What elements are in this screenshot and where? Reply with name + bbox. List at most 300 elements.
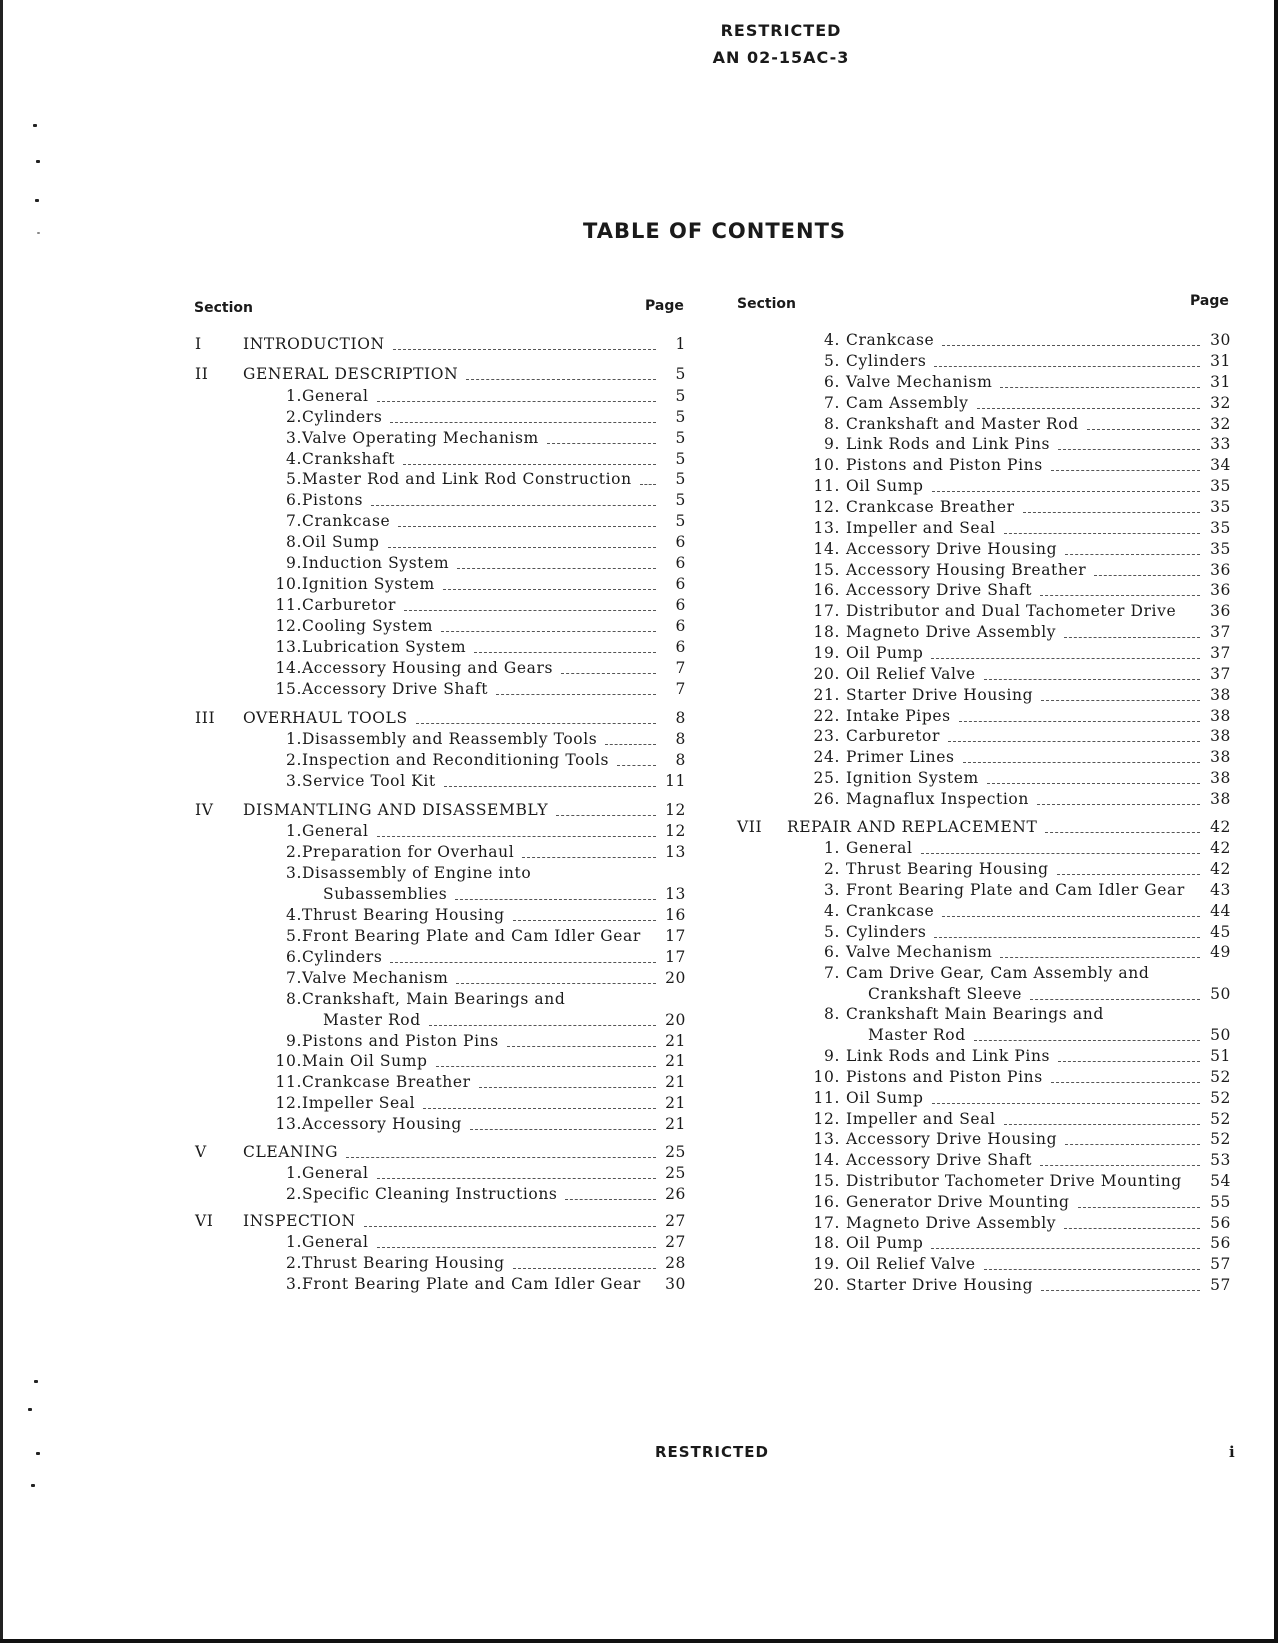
toc-entry[interactable] xyxy=(737,984,1231,1005)
toc-section-entry[interactable] xyxy=(195,1211,686,1232)
toc-entry[interactable] xyxy=(195,1274,686,1295)
page-number: 52 xyxy=(1210,1130,1231,1148)
dot-leader xyxy=(934,937,1200,938)
toc-entry[interactable] xyxy=(195,449,686,470)
dot-leader xyxy=(346,1157,656,1158)
entry-title: Front Bearing Plate and Cam Idler Gear xyxy=(302,1275,641,1293)
toc-section-entry[interactable] xyxy=(195,364,686,385)
left-section-label: Section xyxy=(194,300,253,316)
toc-entry[interactable] xyxy=(737,560,1231,581)
toc-entry[interactable] xyxy=(195,532,686,553)
page-number: 8 xyxy=(675,730,686,748)
entry-number: 4. xyxy=(286,450,302,468)
toc-entry[interactable] xyxy=(195,428,686,449)
page-number: 53 xyxy=(1210,1151,1231,1169)
entry-title: Starter Drive Housing xyxy=(846,686,1034,704)
toc-entry[interactable] xyxy=(737,1004,1231,1025)
entry-number: 2. xyxy=(286,1185,302,1203)
page-number: 20 xyxy=(665,1011,686,1029)
dot-leader xyxy=(959,721,1200,722)
dot-leader xyxy=(457,568,656,569)
entry-title: Front Bearing Plate and Cam Idler Gear xyxy=(302,927,641,945)
page-number: 5 xyxy=(675,470,686,488)
page-number: 16 xyxy=(665,906,686,924)
toc-entry[interactable] xyxy=(737,476,1231,497)
page-number: 5 xyxy=(675,512,686,530)
page-number: 12 xyxy=(665,822,686,840)
toc-entry[interactable] xyxy=(195,386,686,407)
entry-number: 3. xyxy=(824,881,840,899)
entry-title: Disassembly and Reassembly Tools xyxy=(302,730,598,748)
page-number: 5 xyxy=(675,429,686,447)
entry-title: Cylinders xyxy=(846,923,927,941)
footer-classification: RESTRICTED xyxy=(655,1443,769,1461)
toc-entry[interactable] xyxy=(195,574,686,595)
page-number: 56 xyxy=(1210,1234,1231,1252)
toc-entry[interactable] xyxy=(737,1192,1231,1213)
dot-leader xyxy=(934,366,1200,367)
dot-leader xyxy=(942,345,1200,346)
toc-entry[interactable] xyxy=(195,1253,686,1274)
entry-title: Valve Operating Mechanism xyxy=(302,429,539,447)
entry-title: Crankcase xyxy=(302,512,391,530)
entry-title: Oil Sump xyxy=(302,533,380,551)
entry-title: Cam Drive Gear, Cam Assembly and xyxy=(846,964,1150,982)
entry-title: General xyxy=(302,1164,369,1182)
page-number: 42 xyxy=(1210,818,1231,836)
margin-mark xyxy=(35,199,39,202)
toc-entry[interactable] xyxy=(195,490,686,511)
toc-entry[interactable] xyxy=(737,942,1231,963)
margin-mark xyxy=(31,1484,35,1487)
dot-leader xyxy=(377,1247,656,1248)
entry-number: 19. xyxy=(813,644,840,662)
page-border-right xyxy=(1274,0,1278,1643)
entry-title: GENERAL DESCRIPTION xyxy=(243,365,459,383)
entry-title: Accessory Housing and Gears xyxy=(302,659,554,677)
entry-title: Cooling System xyxy=(302,617,434,635)
page-number: 25 xyxy=(665,1164,686,1182)
toc-entry[interactable] xyxy=(737,1046,1231,1067)
page-number: 37 xyxy=(1210,623,1231,641)
dot-leader xyxy=(390,422,656,423)
page-number: 21 xyxy=(665,1073,686,1091)
toc-entry[interactable] xyxy=(737,1025,1231,1046)
toc-section-entry[interactable] xyxy=(737,817,1231,838)
page-number: 17 xyxy=(665,948,686,966)
page-number: 54 xyxy=(1210,1172,1231,1190)
toc-entry[interactable] xyxy=(737,372,1231,393)
dot-leader xyxy=(974,1040,1200,1041)
dot-leader xyxy=(393,349,656,350)
toc-section-entry[interactable] xyxy=(195,800,686,821)
toc-entry[interactable] xyxy=(195,1114,686,1135)
toc-entry[interactable] xyxy=(195,1031,686,1052)
toc-entry[interactable] xyxy=(195,884,686,905)
page-number: 5 xyxy=(675,491,686,509)
entry-title: Distributor and Dual Tachometer Drive xyxy=(846,602,1177,620)
entry-title: Carburetor xyxy=(846,727,940,745)
dot-leader xyxy=(942,916,1200,917)
dot-leader xyxy=(470,1129,656,1130)
toc-entry[interactable] xyxy=(737,768,1231,789)
dot-leader xyxy=(416,723,656,724)
dot-leader xyxy=(1058,1061,1200,1062)
toc-entry[interactable] xyxy=(737,1129,1231,1150)
entry-number: 22. xyxy=(813,707,840,725)
entry-title: Carburetor xyxy=(302,596,396,614)
toc-entry[interactable] xyxy=(195,1051,686,1072)
entry-title: OVERHAUL TOOLS xyxy=(243,709,408,727)
entry-number: 3. xyxy=(286,1275,302,1293)
entry-title: Primer Lines xyxy=(846,748,955,766)
toc-entry[interactable] xyxy=(737,1171,1231,1192)
entry-title: Crankcase Breather xyxy=(846,498,1015,516)
entry-number: 1. xyxy=(824,839,840,857)
toc-entry[interactable] xyxy=(195,1072,686,1093)
entry-number: 14. xyxy=(813,1151,840,1169)
page-number: 12 xyxy=(665,801,686,819)
entry-number: 13. xyxy=(813,519,840,537)
toc-entry[interactable] xyxy=(195,842,686,863)
toc-entry[interactable] xyxy=(737,963,1231,984)
dot-leader xyxy=(456,983,656,984)
toc-entry[interactable] xyxy=(737,518,1231,539)
page-border-left xyxy=(0,0,3,1643)
page-number: 5 xyxy=(675,365,686,383)
toc-entry[interactable] xyxy=(195,553,686,574)
dot-leader xyxy=(984,1269,1200,1270)
entry-number: 12. xyxy=(813,498,840,516)
entry-number: 5. xyxy=(286,927,302,945)
toc-entry[interactable] xyxy=(195,469,686,490)
entry-number: 10. xyxy=(275,575,302,593)
toc-entry[interactable] xyxy=(195,616,686,637)
toc-entry[interactable] xyxy=(195,1010,686,1031)
entry-title: Valve Mechanism xyxy=(302,969,449,987)
dot-leader xyxy=(404,610,656,611)
toc-entry[interactable] xyxy=(737,859,1231,880)
entry-title: Disassembly of Engine into xyxy=(302,864,532,882)
toc-entry[interactable] xyxy=(737,664,1231,685)
toc-entry[interactable] xyxy=(195,989,686,1010)
dot-leader xyxy=(1000,387,1200,388)
entry-title: Subassemblies xyxy=(323,885,448,903)
entry-title: Accessory Housing xyxy=(302,1115,462,1133)
entry-title: Link Rods and Link Pins xyxy=(846,1047,1051,1065)
entry-number: 5. xyxy=(286,470,302,488)
entry-title: Crankshaft Main Bearings and xyxy=(846,1005,1104,1023)
entry-number: 2. xyxy=(286,751,302,769)
entry-number: 7. xyxy=(286,512,302,530)
dot-leader xyxy=(441,631,656,632)
toc-entry[interactable] xyxy=(195,1093,686,1114)
page-number: 27 xyxy=(665,1233,686,1251)
page-number: 42 xyxy=(1210,839,1231,857)
toc-entry[interactable] xyxy=(737,1109,1231,1130)
page-number: 13 xyxy=(665,843,686,861)
entry-number: 5. xyxy=(824,923,840,941)
entry-title: Intake Pipes xyxy=(846,707,951,725)
entry-title: Valve Mechanism xyxy=(846,943,993,961)
toc-entry[interactable] xyxy=(737,643,1231,664)
toc-entry[interactable] xyxy=(737,726,1231,747)
page-number: 20 xyxy=(665,969,686,987)
page-number: 37 xyxy=(1210,665,1231,683)
toc-entry[interactable] xyxy=(195,595,686,616)
toc-entry[interactable] xyxy=(195,947,686,968)
entry-title: Ignition System xyxy=(302,575,435,593)
toc-entry[interactable] xyxy=(195,637,686,658)
entry-title: Accessory Housing Breather xyxy=(846,561,1087,579)
entry-number: 6. xyxy=(824,373,840,391)
entry-title: Oil Sump xyxy=(846,477,924,495)
page-number: 21 xyxy=(665,1115,686,1133)
entry-title: Accessory Drive Shaft xyxy=(846,581,1033,599)
entry-number: 16. xyxy=(813,581,840,599)
toc-entry[interactable] xyxy=(195,905,686,926)
entry-number: 11. xyxy=(275,1073,302,1091)
toc-section-entry[interactable] xyxy=(195,334,686,355)
page-number: 6 xyxy=(675,554,686,572)
entry-number: 20. xyxy=(813,1276,840,1294)
page-number: 49 xyxy=(1210,943,1231,961)
entry-title: Valve Mechanism xyxy=(846,373,993,391)
entry-number: 15. xyxy=(813,1172,840,1190)
page-number: 35 xyxy=(1210,498,1231,516)
dot-leader xyxy=(561,673,656,674)
page-number: 31 xyxy=(1210,373,1231,391)
dot-leader xyxy=(507,1046,656,1047)
entry-title: Cam Assembly xyxy=(846,394,969,412)
page-number: 56 xyxy=(1210,1214,1231,1232)
toc-entry[interactable] xyxy=(195,407,686,428)
toc-entry[interactable] xyxy=(737,1150,1231,1171)
toc-entry[interactable] xyxy=(195,658,686,679)
entry-title: Oil Pump xyxy=(846,644,924,662)
dot-leader xyxy=(377,401,656,402)
entry-title: Accessory Drive Housing xyxy=(846,1130,1058,1148)
toc-entry[interactable] xyxy=(737,685,1231,706)
entry-number: 1. xyxy=(286,1233,302,1251)
page-number: 32 xyxy=(1210,394,1231,412)
toc-entry[interactable] xyxy=(737,414,1231,435)
page-number: 28 xyxy=(665,1254,686,1272)
page-number: 43 xyxy=(1210,881,1231,899)
toc-entry[interactable] xyxy=(737,1275,1231,1296)
dot-leader xyxy=(1065,554,1200,555)
entry-number: 13. xyxy=(275,638,302,656)
toc-entry[interactable] xyxy=(737,539,1231,560)
toc-entry[interactable] xyxy=(195,1163,686,1184)
entry-number: 14. xyxy=(275,659,302,677)
entry-number: 7. xyxy=(824,394,840,412)
page-number: 1 xyxy=(675,335,686,353)
entry-title: Crankshaft Sleeve xyxy=(868,985,1023,1003)
dot-leader xyxy=(429,1025,656,1026)
entry-number: 7. xyxy=(824,964,840,982)
toc-entry[interactable] xyxy=(737,706,1231,727)
toc-entry[interactable] xyxy=(737,838,1231,859)
entry-number: 15. xyxy=(275,680,302,698)
entry-title: Starter Drive Housing xyxy=(846,1276,1034,1294)
page-number: 35 xyxy=(1210,519,1231,537)
entry-number: 13. xyxy=(813,1130,840,1148)
toc-entry[interactable] xyxy=(737,393,1231,414)
entry-number: 11. xyxy=(813,477,840,495)
page-number: 45 xyxy=(1210,923,1231,941)
page-number: 33 xyxy=(1210,435,1231,453)
entry-number: 14. xyxy=(813,540,840,558)
page-number: 38 xyxy=(1210,748,1231,766)
entry-number: 2. xyxy=(286,843,302,861)
entry-number: 6. xyxy=(824,943,840,961)
entry-number: 2. xyxy=(286,1254,302,1272)
section-numeral: VI xyxy=(195,1212,214,1230)
toc-entry[interactable] xyxy=(737,601,1231,622)
entry-number: 11. xyxy=(813,1089,840,1107)
dot-leader xyxy=(948,741,1200,742)
toc-entry[interactable] xyxy=(737,330,1231,351)
toc-entry[interactable] xyxy=(737,455,1231,476)
entry-number: 26. xyxy=(813,790,840,808)
page-number: 34 xyxy=(1210,456,1231,474)
toc-entry[interactable] xyxy=(195,863,686,884)
margin-mark xyxy=(28,1408,32,1411)
page-number: 6 xyxy=(675,617,686,635)
toc-entry[interactable] xyxy=(737,880,1231,901)
toc-entry[interactable] xyxy=(737,1233,1231,1254)
toc-entry[interactable] xyxy=(737,434,1231,455)
entry-title: General xyxy=(302,387,369,405)
dot-leader xyxy=(1064,1228,1200,1229)
toc-entry[interactable] xyxy=(195,729,686,750)
entry-number: 21. xyxy=(813,686,840,704)
page-number: 17 xyxy=(665,927,686,945)
toc-entry[interactable] xyxy=(195,679,686,700)
entry-title: Impeller and Seal xyxy=(846,519,996,537)
page-number: 5 xyxy=(675,450,686,468)
toc-entry[interactable] xyxy=(737,1067,1231,1088)
entry-number: 9. xyxy=(286,1032,302,1050)
toc-entry[interactable] xyxy=(737,747,1231,768)
dot-leader xyxy=(455,899,656,900)
dot-leader xyxy=(522,857,656,858)
dot-leader xyxy=(1045,832,1200,833)
toc-entry[interactable] xyxy=(737,622,1231,643)
entry-number: 15. xyxy=(813,561,840,579)
entry-number: 7. xyxy=(286,969,302,987)
toc-section-entry[interactable] xyxy=(195,708,686,729)
toc-entry[interactable] xyxy=(195,1184,686,1205)
entry-number: 5. xyxy=(824,352,840,370)
entry-number: 8. xyxy=(824,1005,840,1023)
dot-leader xyxy=(977,408,1200,409)
toc-entry[interactable] xyxy=(737,351,1231,372)
entry-number: 8. xyxy=(824,415,840,433)
dot-leader xyxy=(1040,1165,1200,1166)
dot-leader xyxy=(987,783,1200,784)
toc-entry[interactable] xyxy=(195,1232,686,1253)
toc-entry[interactable] xyxy=(195,511,686,532)
entry-title: Oil Sump xyxy=(846,1089,924,1107)
entry-title: DISMANTLING AND DISASSEMBLY xyxy=(243,801,549,819)
dot-leader xyxy=(1041,700,1200,701)
page-number: 52 xyxy=(1210,1089,1231,1107)
page-number: 35 xyxy=(1210,540,1231,558)
dot-leader xyxy=(1040,595,1200,596)
dot-leader xyxy=(513,920,656,921)
dot-leader xyxy=(1037,804,1200,805)
toc-entry[interactable] xyxy=(195,926,686,947)
margin-mark xyxy=(36,1452,40,1455)
entry-number: 25. xyxy=(813,769,840,787)
dot-leader xyxy=(565,1199,656,1200)
toc-entry[interactable] xyxy=(737,1254,1231,1275)
entry-number: 12. xyxy=(275,617,302,635)
entry-number: 17. xyxy=(813,1214,840,1232)
entry-number: 9. xyxy=(824,1047,840,1065)
page-number: 27 xyxy=(665,1212,686,1230)
entry-number: 17. xyxy=(813,602,840,620)
toc-entry[interactable] xyxy=(195,821,686,842)
entry-title: Cylinders xyxy=(302,948,383,966)
dot-leader xyxy=(556,815,656,816)
toc-entry[interactable] xyxy=(737,789,1231,810)
toc-entry[interactable] xyxy=(737,497,1231,518)
entry-title: Magnaflux Inspection xyxy=(846,790,1029,808)
toc-entry[interactable] xyxy=(737,1213,1231,1234)
page-number: 6 xyxy=(675,596,686,614)
entry-title: Generator Drive Mounting xyxy=(846,1193,1070,1211)
entry-number: 6. xyxy=(286,948,302,966)
toc-entry[interactable] xyxy=(195,750,686,771)
entry-title: Thrust Bearing Housing xyxy=(302,1254,505,1272)
toc-entry[interactable] xyxy=(195,968,686,989)
entry-number: 3. xyxy=(286,864,302,882)
toc-entry[interactable] xyxy=(737,922,1231,943)
toc-entry[interactable] xyxy=(737,580,1231,601)
entry-title: Impeller and Seal xyxy=(846,1110,996,1128)
dot-leader xyxy=(1094,575,1200,576)
entry-number: 23. xyxy=(813,727,840,745)
header-document-number: AN 02-15AC-3 xyxy=(712,48,850,67)
toc-entry[interactable] xyxy=(195,771,686,792)
dot-leader xyxy=(436,1066,656,1067)
page-number: 8 xyxy=(675,751,686,769)
section-numeral: II xyxy=(195,365,209,383)
page-number: 7 xyxy=(675,659,686,677)
toc-entry[interactable] xyxy=(737,901,1231,922)
right-page-label: Page xyxy=(1190,293,1229,309)
entry-title: Oil Relief Valve xyxy=(846,665,976,683)
entry-title: Cylinders xyxy=(302,408,383,426)
entry-title: Crankcase xyxy=(846,902,935,920)
entry-title: CLEANING xyxy=(243,1143,339,1161)
dot-leader xyxy=(377,836,656,837)
dot-leader xyxy=(423,1108,656,1109)
toc-section-entry[interactable] xyxy=(195,1142,686,1163)
entry-title: Service Tool Kit xyxy=(302,772,436,790)
dot-leader xyxy=(513,1268,656,1269)
dot-leader xyxy=(1030,999,1200,1000)
page-number: 26 xyxy=(665,1185,686,1203)
entry-title: Crankshaft and Master Rod xyxy=(846,415,1079,433)
entry-title: Master Rod xyxy=(323,1011,421,1029)
toc-entry[interactable] xyxy=(737,1088,1231,1109)
dot-leader xyxy=(1064,637,1200,638)
margin-mark xyxy=(33,124,37,127)
